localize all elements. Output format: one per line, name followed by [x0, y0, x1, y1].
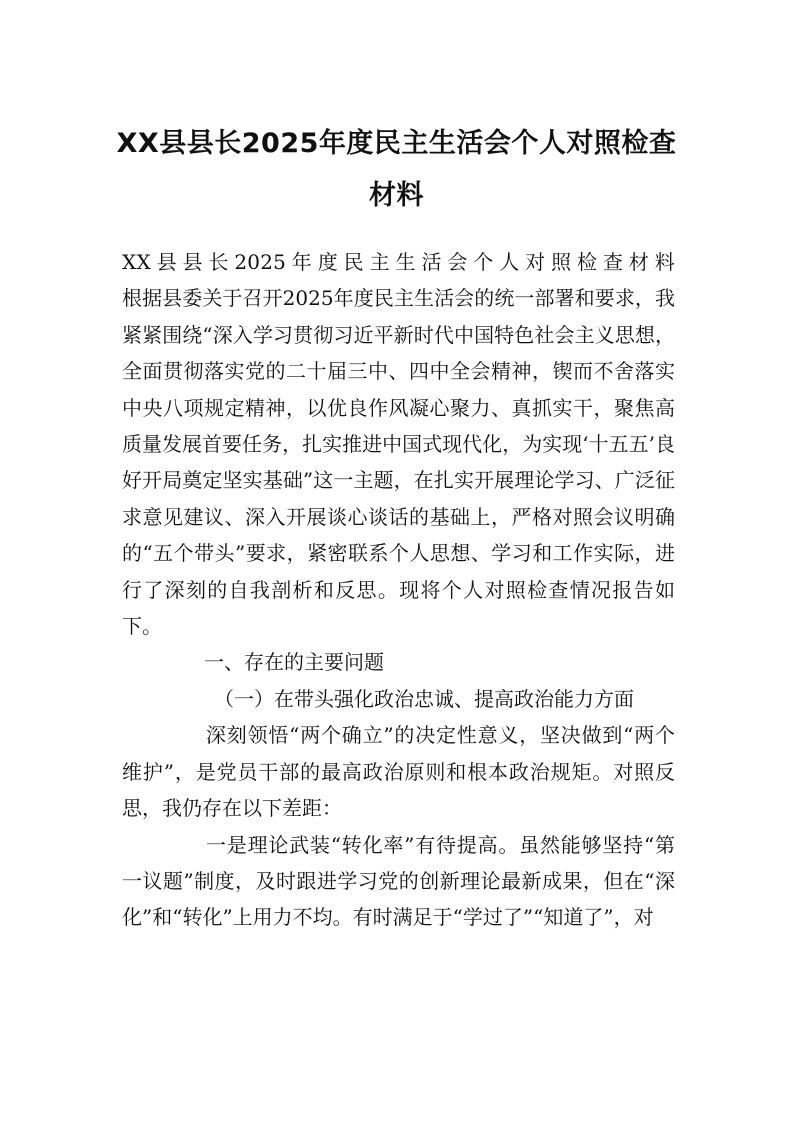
- lead-line: XX县县长2025年度民主生活会个人对照检查材料: [122, 250, 675, 274]
- paragraph-1: 深刻领悟“两个确立”的决定性意义，坚决做到“两个维护”，是党员干部的最高政治原则和根本政治规矩。对照反思，我仍存在以下差距：: [122, 723, 675, 821]
- intro-paragraph: 根据县委关于召开2025年度民主生活会的统一部署和要求，我紧紧围绕“深入学习贯彻习近平新时代中国特色社会主义思想，全面贯彻落实党的二十届三中、四中全会精神，锲而不舍落实中央八项规定精神，以优良作风凝心聚力、真抓实干，聚焦高质量发展首要任务，扎实推进中国式现代化，为实现‘十五五’良好开局奠定坚实基础”这一主题，在扎实开展理论学习、广泛征求意见建议、深入开展谈心谈话的基础上，严格对照会议明确的“五个带头”要求，紧密联系个人思想、学习和工作实际，进行了深刻的自我剖析和反思。现将个人对照检查情况报告如下。: [122, 286, 675, 639]
- document-title: XX县县长2025年度民主生活会个人对照检查材料: [116, 128, 677, 211]
- paragraph-2: 一是理论武装“转化率”有待提高。虽然能够坚持“第一议题”制度，及时跟进学习党的创新理论最新成果，但在“深化”和“转化”上用力不均。有时满足于“学过了”“知道了”，对: [122, 832, 675, 930]
- subsection-heading: （一）在带头强化政治忠诚、提高政治能力方面: [214, 686, 634, 711]
- document-body: [122, 244, 675, 936]
- section-heading: 一、存在的主要问题: [204, 650, 384, 675]
